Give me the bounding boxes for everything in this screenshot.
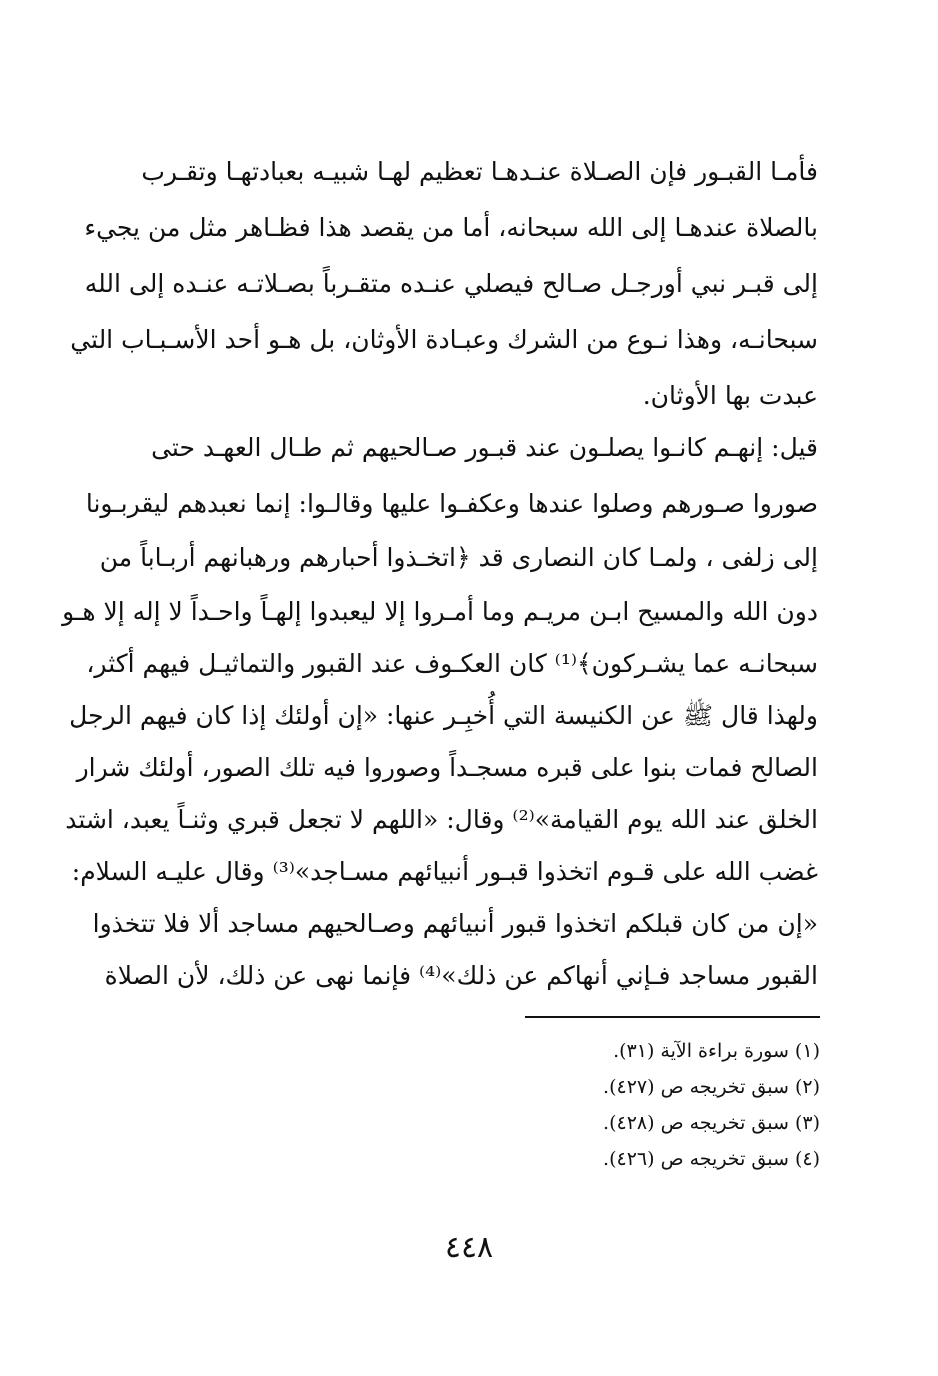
body-line: الصالح فمات بنوا على قبره مسجـداً وصوروا فيه تلك الصور، أولئك شرار [76,753,818,782]
body-line: فأمـا القبـور فإن الصـلاة عنـدهـا تعظيم لهـا شبيـه بعبادتهـا وتقـرب [141,157,818,186]
body-line: بالصلاة عندهـا إلى الله سبحانه، أما من يقصد هذا فظـاهر مثل من يجيء [84,213,818,242]
body-line: دون الله والمسيح ابـن مريـم وما أمـروا إلا ليعبدوا إلهـاً واحـداً لا إله إلا هـو [62,597,818,626]
page-number: ٤٤٨ [444,1230,494,1265]
body-line: غضب الله على قـوم اتخذوا قبـور أنبيائهم مسـاجد»⁽³⁾ وقال عليـه السلام: [71,857,818,886]
footnote: (٣) سبق تخريجه ص (٤٢٨). [603,1112,820,1134]
footnote: (٢) سبق تخريجه ص (٤٢٧). [603,1076,820,1098]
body-line: إلى زلفى ، ولمـا كان النصارى قد ﴿اتخـذوا أحبارهم ورهبانهم أربـاباً من [99,543,818,572]
body-line: الخلق عند الله يوم القيامة»⁽²⁾ وقال: «اللهم لا تجعل قبري وثنـاً يعبد، اشتد [65,805,818,834]
footnote-separator [525,1016,820,1018]
footnote: (٤) سبق تخريجه ص (٤٢٦). [603,1148,820,1170]
body-line: صوروا صـورهم وصلوا عندها وعكفـوا عليها وقالـوا: إنما نعبدهم ليقربـونا [85,489,818,518]
body-line: القبور مساجد فـإني أنهاكم عن ذلك»⁽⁴⁾ فإنما نهى عن ذلك، لأن الصلاة [104,961,818,990]
body-line: «إن من كان قبلكم اتخذوا قبور أنبيائهم وصـالحيهم مساجد ألا فلا تتخذوا [92,909,818,938]
body-line: ولهذا قال ﷺ عن الكنيسة التي أُخبِـر عنها: «إن أولئك إذا كان فيهم الرجل [69,701,818,730]
body-line: عبدت بها الأوثان. [642,381,818,410]
footnote: (١) سورة براءة الآية (٣١). [613,1040,820,1062]
body-line: قيل: إنهـم كانـوا يصلـون عند قبـور صـالحيهم ثم طـال العهـد حتى [151,433,818,462]
body-line: سبحانـه عما يشـركون﴾⁽¹⁾ كان العكـوف عند القبور والتماثيـل فيهم أكثر، [86,649,818,678]
body-line: إلى قبـر نبي أورجـل صـالح فيصلي عنـده متقـرباً بصـلاتـه عنـده إلى الله [84,269,818,298]
body-line: سبحانـه، وهذا نـوع من الشرك وعبـادة الأوثان، بل هـو أحد الأسـبـاب التي [70,325,818,354]
